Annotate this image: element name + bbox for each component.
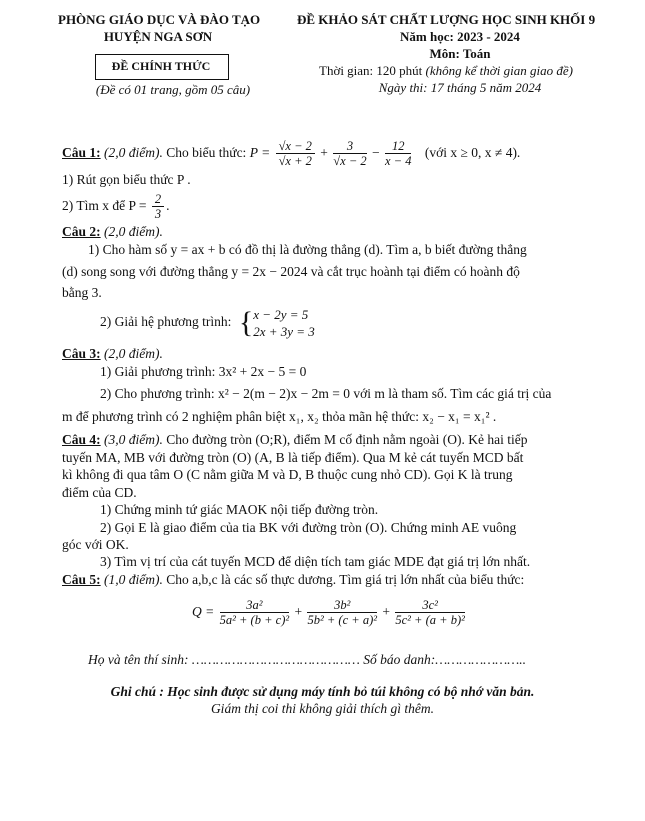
subject: Môn: Toán — [429, 46, 491, 61]
q5-label: Câu 5: — [62, 572, 101, 587]
duration-main: Thời gian: 120 phút — [319, 63, 426, 78]
equation-system: x − 2y = 5 2x + 3y = 3 — [253, 306, 315, 339]
q3-heading — [62, 346, 163, 362]
q2-heading — [62, 224, 163, 240]
q1-part-2: 2) Tìm x để P = $\frac{2}{3}$ . — [62, 192, 170, 222]
q4-part-3: 3) Tìm vị trí của cát tuyến MCD để diện tích tam giác MDE đạt giá trị lớn nhất. — [100, 554, 531, 569]
q4-line-4: điểm của CD. — [62, 485, 137, 500]
q5-term-3: $\frac{\text{3c²}}{\text{5c² + (a + b)²}}$ — [395, 598, 465, 628]
q1-fraction-2: $\frac{3}{√x - 2}$ — [333, 139, 367, 169]
q4-points: (3,0 điểm). — [100, 432, 163, 447]
q1-part-2-fraction: $\frac{2}{3}$ — [152, 192, 164, 221]
q4-part-2-line-1: 2) Gọi E là giao điểm của tia BK với đường tròn (O). Chứng minh AE vuông — [100, 520, 517, 535]
official-label: ĐỀ CHÍNH THỨC — [111, 59, 211, 73]
q3-part-1: 1) Giải phương trình: 3x² + 2x − 5 = 0 — [100, 364, 307, 379]
q4-label: Câu 4: — [62, 432, 101, 447]
q1-minus: − — [372, 145, 380, 160]
header-org-1: PHÒNG GIÁO DỤC VÀ ĐÀO TẠO — [58, 12, 261, 27]
exam-date: Ngày thi: 17 tháng 5 năm 2024 — [378, 80, 542, 95]
q5-statement: Câu 5: (1,0 điểm). Cho a,b,c là các số thực dương. Tìm giá trị lớn nhất của biểu thức: — [62, 572, 525, 587]
q5-expression: Q = $\frac{\text{3a²}}{\text{5a² + (b + c)²}}$ + $\frac{\text{3b²}}{\text{5b² + (c + a)²}}$ + $\frac{\text{3c²}}{\text{5c² + (a + b)²}}$ — [192, 598, 465, 628]
duration — [319, 63, 573, 79]
q4-part-1: 1) Chứng minh tứ giác MAOK nội tiếp đường tròn. — [100, 502, 379, 517]
q2-part-1-line-1: 1) Cho hàm số y = ax + b có đồ thị là đường thẳng (d). Tìm a, b biết đường thẳng — [88, 242, 527, 257]
q5-Q-eq: Q = — [192, 604, 215, 619]
q1-points: (2,0 điểm). — [100, 145, 163, 160]
q1-part-1: 1) Rút gọn biểu thức P . — [62, 172, 191, 187]
q5-term-2: $\frac{\text{3b²}}{\text{5b² + (c + a)²}}$ — [307, 598, 377, 628]
q4-line-1: Câu 4: (3,0 điểm). Cho đường tròn (O;R), điểm M cố định nằm ngoài (O). Kẻ hai tiếp — [62, 432, 528, 447]
school-year: Năm học: 2023 - 2024 — [400, 29, 520, 44]
q3-points: (2,0 điểm). — [100, 346, 163, 361]
q1-intro: Cho biểu thức: — [162, 145, 250, 160]
q1-fraction-1: $\frac{√x - 2}{√x + 2}$ — [276, 139, 315, 168]
q2-part-2: 2) Giải hệ phương trình: { x − 2y = 5 2x + 3y = 3 — [100, 305, 315, 339]
q1-statement — [62, 135, 520, 171]
q1-fraction-3: $\frac{12}{x - 4}$ — [385, 139, 412, 169]
q2-label: Câu 2: — [62, 224, 101, 239]
q1-label: Câu 1: — [62, 145, 101, 160]
q4-line-2: tuyến MA, MB với đường tròn (O) (A, B là tiếp điểm). Qua M kẻ cát tuyến MCD bất — [62, 450, 524, 465]
note-italic: Giám thị coi thi không giải thích gì thêm. — [210, 701, 435, 716]
header-org-2: HUYỆN NGA SƠN — [103, 29, 213, 44]
q1-condition: (với x ≥ 0, x ≠ 4). — [424, 145, 521, 160]
q3-part-2-line-1: 2) Cho phương trình: x² − 2(m − 2)x − 2m = 0 với m là tham số. Tìm các giá trị của — [100, 386, 552, 401]
q4-part-2-line-2: góc với OK. — [62, 537, 129, 552]
duration-note: (không kể thời gian giao đề) — [425, 63, 573, 78]
q3-label: Câu 3: — [62, 346, 101, 361]
q1-P-eq: P = — [249, 145, 271, 160]
note-bold: Ghi chú : Học sinh được sử dụng máy tính bỏ túi không có bộ nhớ văn bản. — [110, 684, 535, 699]
candidate-info-line: Họ và tên thí sinh: …………………………………… Số báo danh:………………….. — [88, 652, 527, 667]
q2-part-1-line-2: (d) song song với đường thẳng y = 2x − 2024 và cắt trục hoành tại điểm có hoành độ — [62, 264, 520, 279]
q5-points: (1,0 điểm). — [100, 572, 163, 587]
q5-term-1: $\frac{\text{3a²}}{\text{5a² + (b + c)²}}$ — [219, 598, 290, 628]
pages-note: (Đề có 01 trang, gồm 05 câu) — [95, 82, 251, 97]
q2-points: (2,0 điểm). — [100, 224, 163, 239]
q4-line-3: kì không đi qua tâm O (C nằm giữa M và D, B thuộc cung nhỏ CD). Gọi K là trung — [62, 467, 513, 482]
system-brace: { — [238, 305, 254, 339]
exam-title: ĐỀ KHẢO SÁT CHẤT LƯỢNG HỌC SINH KHỐI 9 — [297, 12, 596, 27]
q1-plus: + — [320, 145, 328, 160]
q2-part-1-line-3: bằng 3. — [62, 285, 102, 300]
q3-part-2-line-2: m để phương trình có 2 nghiệm phân biệt x₁, x₂ thỏa mãn hệ thức: x₂ − x₁ = x₁² . — [62, 409, 497, 424]
